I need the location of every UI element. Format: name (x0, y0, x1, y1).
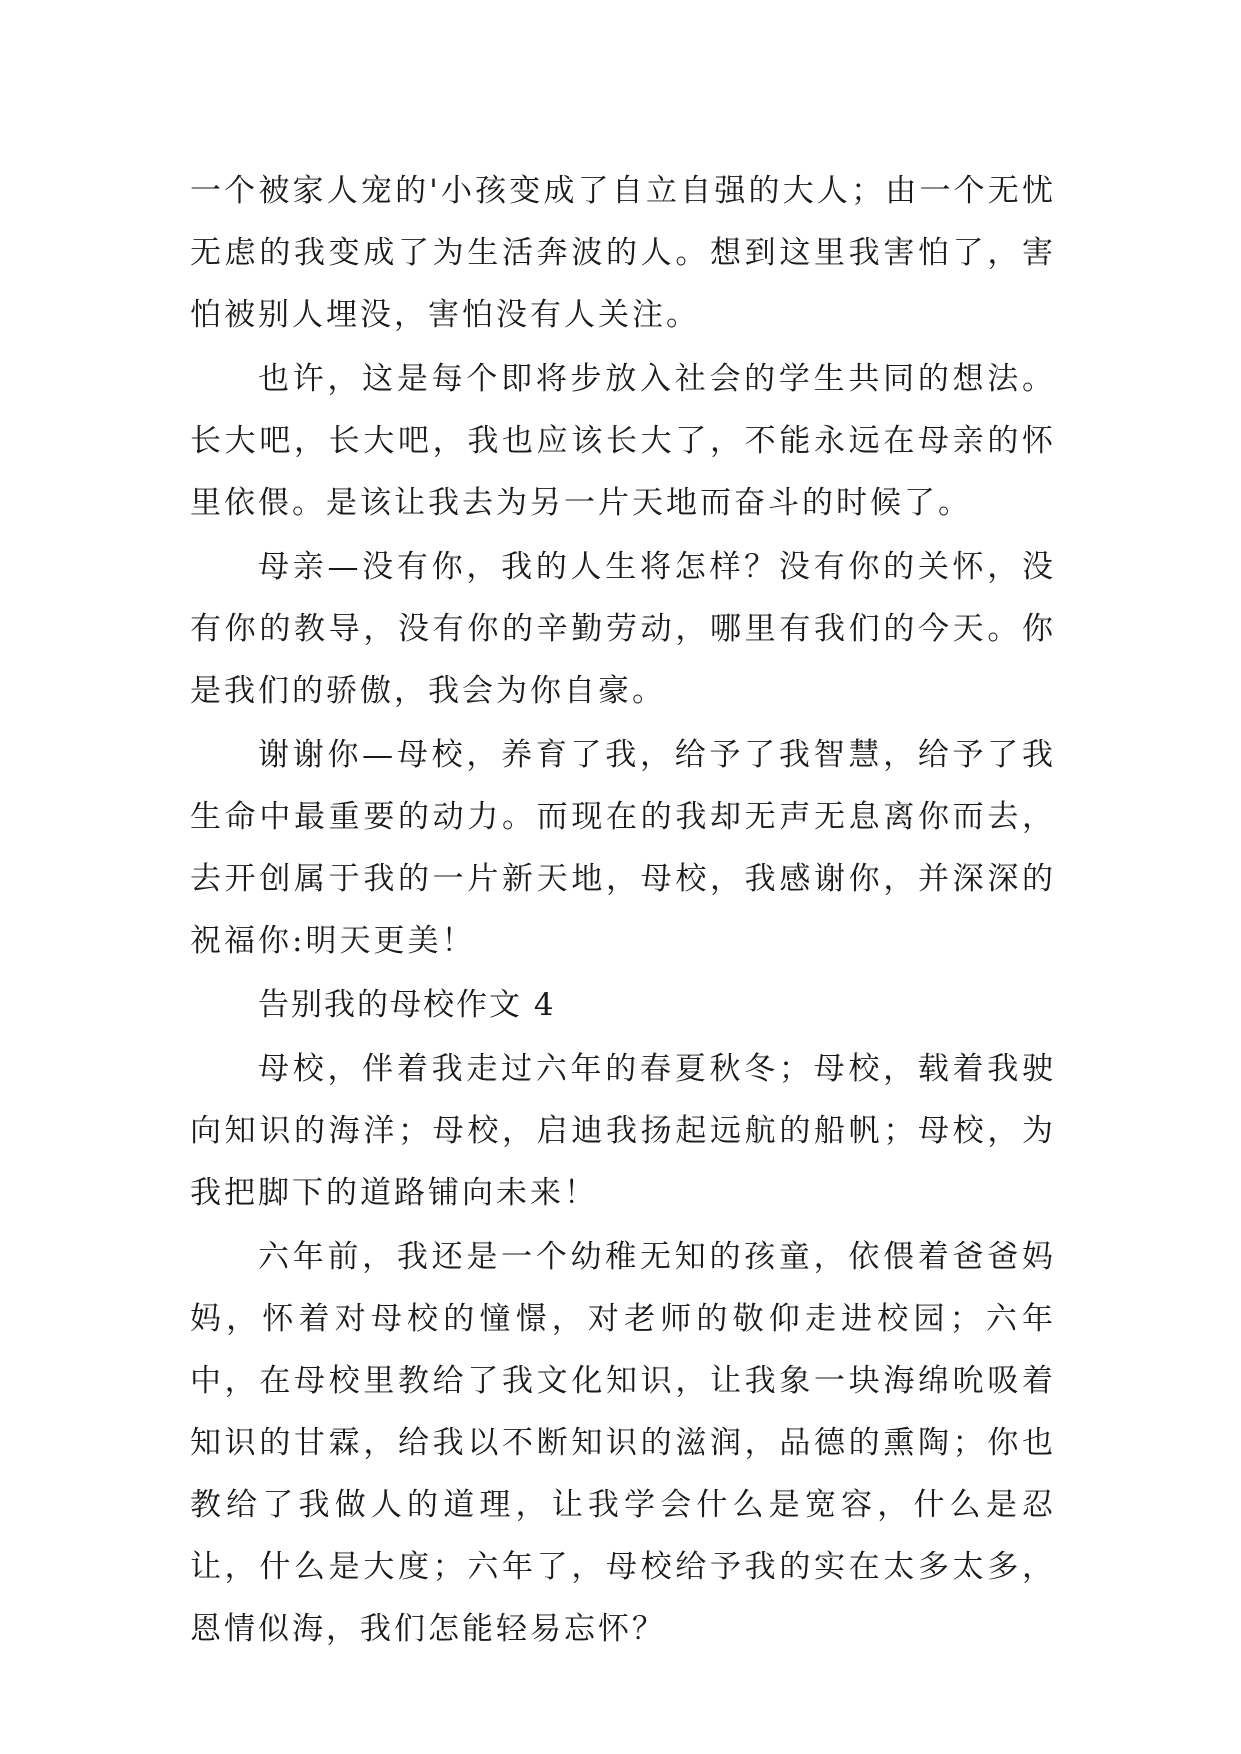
section-heading: 告别我的母校作文 4 (258, 987, 556, 1023)
paragraph: 六年前，我还是一个幼稚无知的孩童，依偎着爸爸妈妈，怀着对母校的憧憬，对老师的敬仰走进校园；六年中，在母校里教给了我文化知识，让我象一块海绵吮吸着知识的甘霖，给我以不断知识的滋润，品德的熏陶；你也教给了我做人的道理，让我学会什么是宽容，什么是忍让，什么是大度；六年了，母校给予我的实在太多太多，恩情似海，我们怎能轻易忘怀？ (190, 1239, 1056, 1647)
paragraph: 谢谢你—母校，养育了我，给予了我智慧，给予了我生命中最重要的动力。而现在的我却无声无息离你而去，去开创属于我的一片新天地，母校，我感谢你，并深深的祝福你:明天更美！ (190, 737, 1056, 959)
paragraph-continuation: 一个被家人宠的'小孩变成了自立自强的大人；由一个无忧无虑的我变成了为生活奔波的人。想到这里我害怕了，害怕被别人埋没，害怕没有人关注。 (190, 173, 1056, 333)
paragraph: 母校，伴着我走过六年的春夏秋冬；母校，载着我驶向知识的海洋；母校，启迪我扬起远航的船帆；母校，为我把脚下的道路铺向未来！ (190, 1051, 1056, 1211)
paragraph: 母亲—没有你，我的人生将怎样？没有你的关怀，没有你的教导，没有你的辛勤劳动，哪里有我们的今天。你是我们的骄傲，我会为你自豪。 (190, 549, 1056, 709)
essay-body (190, 160, 1056, 1662)
paragraph: 也许，这是每个即将步放入社会的学生共同的想法。长大吧，长大吧，我也应该长大了，不能永远在母亲的怀里依偎。是该让我去为另一片天地而奋斗的时候了。 (190, 361, 1056, 521)
